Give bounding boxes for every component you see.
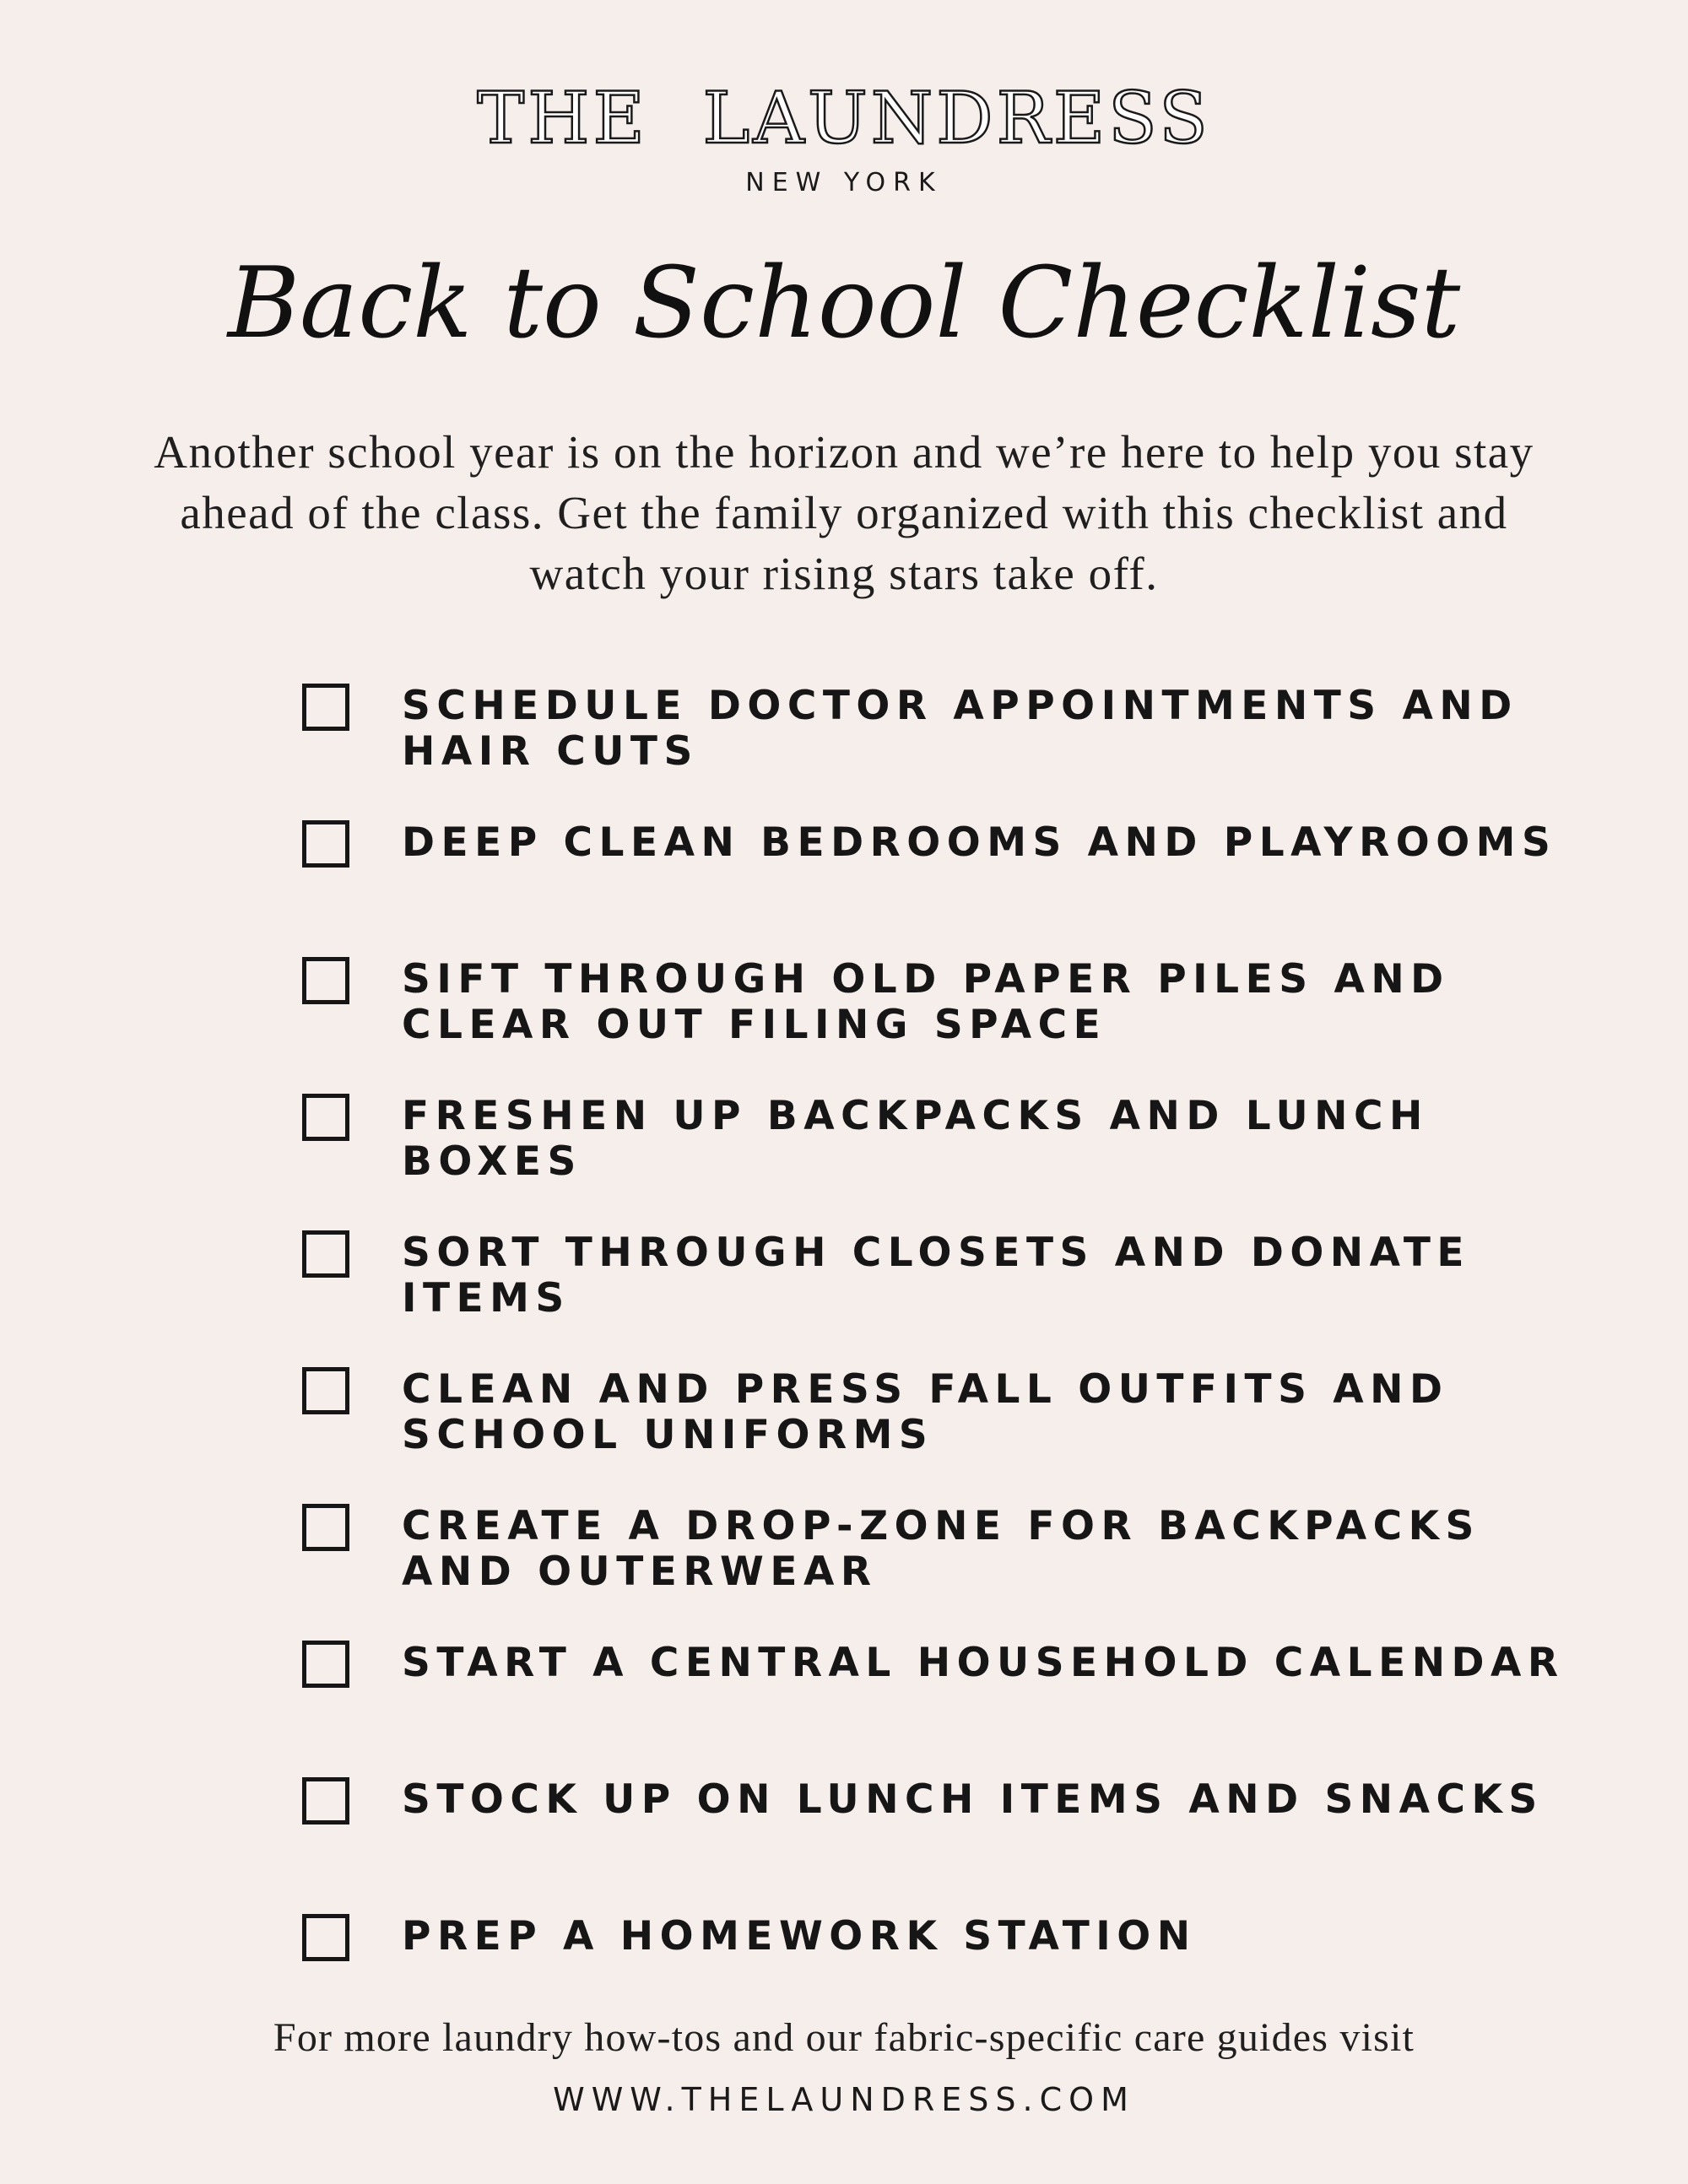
checklist-item[interactable]: [302, 1214, 1568, 1350]
checklist-item[interactable]: [302, 803, 1568, 940]
intro-paragraph: Another school year is on the horizon and we’re here to help you stay ahead of the class. Get the family organized with this checklist and watch your rising stars take off.: [154, 426, 1534, 599]
checkbox[interactable]: [302, 957, 349, 1004]
checkbox[interactable]: [302, 1504, 349, 1551]
checklist-item[interactable]: [302, 667, 1568, 803]
checkbox[interactable]: [302, 1641, 349, 1688]
checklist-item-label: SIFT THROUGH OLD PAPER PILES AND CLEAR OUT FILING SPACE: [402, 956, 1450, 1048]
checklist-item-label: PREP A HOMEWORK STATION: [402, 1913, 1197, 1960]
page-title: Back to School Checklist: [227, 246, 1461, 360]
checklist-item[interactable]: [302, 1624, 1568, 1760]
footer-link[interactable]: WWW.THELAUNDRESS.COM: [553, 2081, 1135, 2118]
checkbox[interactable]: [302, 820, 349, 868]
checklist-item-label: CREATE A DROP-ZONE FOR BACKPACKS AND OUTERWEAR: [402, 1503, 1480, 1595]
checklist-item[interactable]: [302, 1760, 1568, 1897]
checkbox[interactable]: [302, 684, 349, 731]
checkbox[interactable]: [302, 1914, 349, 1961]
brand-location: NEW YORK: [745, 168, 943, 197]
checkbox[interactable]: [302, 1094, 349, 1141]
checklist-item-label: START A CENTRAL HOUSEHOLD CALENDAR: [402, 1640, 1565, 1686]
checklist: [302, 667, 1568, 2034]
checklist-item-label: FRESHEN UP BACKPACKS AND LUNCH BOXES: [402, 1093, 1429, 1185]
checklist-item[interactable]: [302, 1077, 1568, 1214]
checklist-item[interactable]: [302, 1487, 1568, 1624]
footer-text: For more laundry how-tos and our fabric-specific care guides visit: [273, 2015, 1415, 2060]
checklist-item-label: STOCK UP ON LUNCH ITEMS AND SNACKS: [402, 1776, 1544, 1823]
checklist-item-label: SCHEDULE DOCTOR APPOINTMENTS AND HAIR CUTS: [402, 683, 1518, 775]
checklist-item-label: DEEP CLEAN BEDROOMS AND PLAYROOMS: [402, 819, 1557, 866]
brand-logo: THE LAUNDRESS: [477, 77, 1211, 159]
checklist-item-label: SORT THROUGH CLOSETS AND DONATE ITEMS: [402, 1230, 1471, 1322]
checkbox[interactable]: [302, 1230, 349, 1278]
checkbox[interactable]: [302, 1777, 349, 1825]
checkbox[interactable]: [302, 1367, 349, 1414]
checklist-item-label: CLEAN AND PRESS FALL OUTFITS AND SCHOOL UNIFORMS: [402, 1366, 1449, 1458]
checklist-item[interactable]: [302, 940, 1568, 1077]
checklist-item[interactable]: [302, 1350, 1568, 1487]
